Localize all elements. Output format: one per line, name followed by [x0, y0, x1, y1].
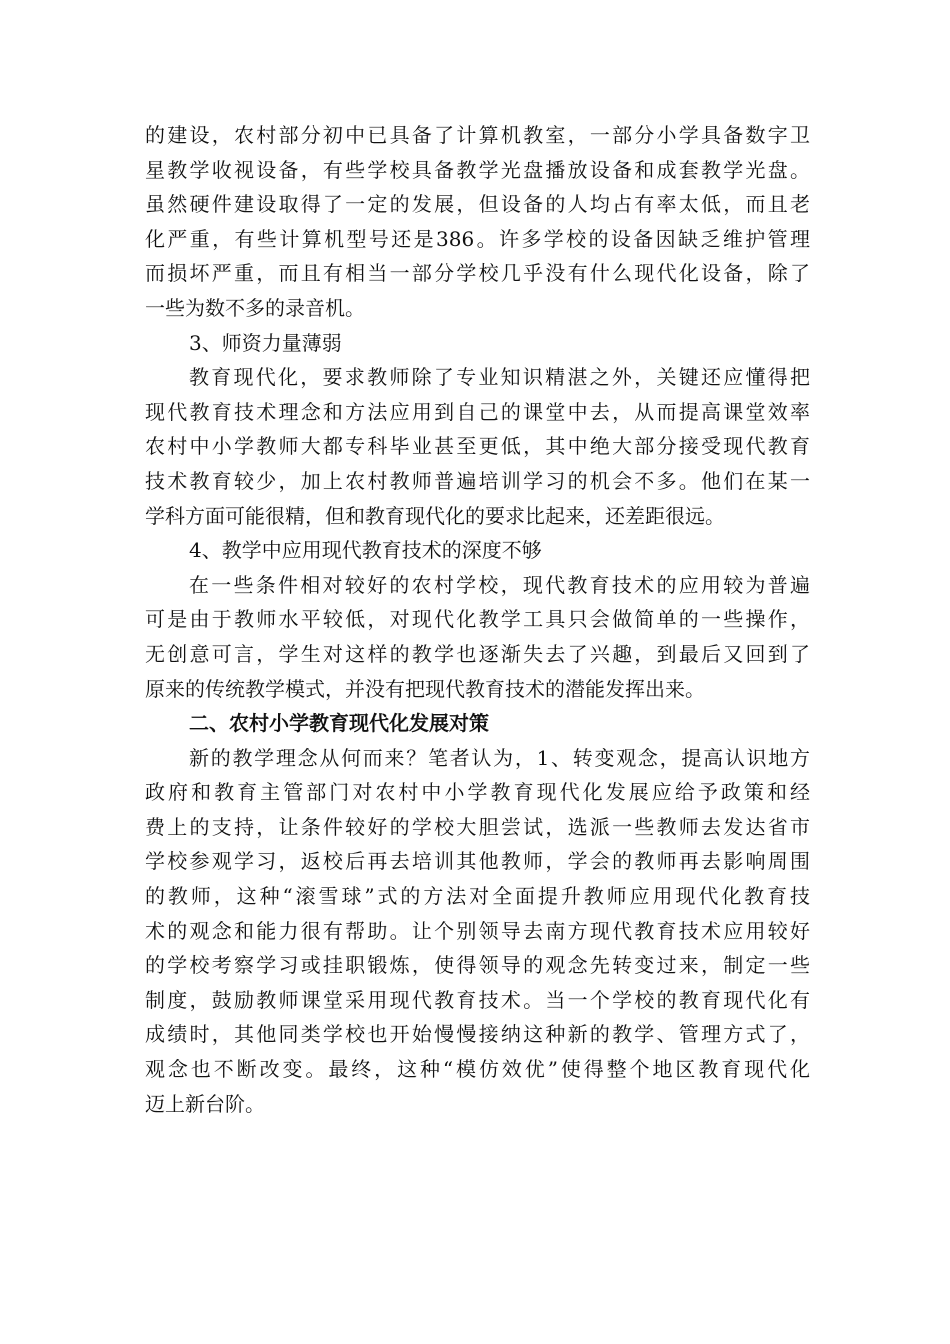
text-line: 的学校考察学习或挂职锻炼，使得领导的观念先转变过来，制定一些 [145, 953, 810, 978]
text-line: 无创意可言，学生对这样的教学也逐渐失去了兴趣，到最后又回到了 [145, 641, 810, 666]
text-line: 化严重，有些计算机型号还是386。许多学校的设备因缺乏维护管理 [145, 226, 810, 251]
text-line: 星教学收视设备，有些学校具备教学光盘播放设备和成套教学光盘。 [145, 157, 810, 182]
text-line: 制度，鼓励教师课堂采用现代教育技术。当一个学校的教育现代化有 [145, 987, 810, 1012]
text-line: 费上的支持，让条件较好的学校大胆尝试，选派一些教师去发达省市 [145, 814, 810, 839]
text-line: 术的观念和能力很有帮助。让个别领导去南方现代教育技术应用较好 [145, 918, 810, 943]
text-line: 迈上新台阶。 [145, 1091, 265, 1116]
text-line: 在一些条件相对较好的农村学校，现代教育技术的应用较为普遍 [189, 572, 810, 597]
text-line: 成绩时，其他同类学校也开始慢慢接纳这种新的教学、管理方式了， [145, 1022, 810, 1047]
text-line: 学科方面可能很精，但和教育现代化的要求比起来，还差距很远。 [145, 503, 725, 528]
text-line: 原来的传统教学模式，并没有把现代教育技术的潜能发挥出来。 [145, 676, 705, 701]
text-line: 3、师资力量薄弱 [189, 330, 342, 355]
text-line: 教育现代化，要求教师除了专业知识精湛之外，关键还应懂得把 [189, 365, 810, 390]
text-line: 农村中小学教师大都专科毕业甚至更低，其中绝大部分接受现代教育 [145, 434, 810, 459]
section-heading: 二、农村小学教育现代化发展对策 [189, 711, 489, 736]
text-line: 新的教学理念从何而来？笔者认为，1、转变观念，提高认识地方 [189, 745, 810, 770]
text-line: 观念也不断改变。最终，这种“模仿效优”使得整个地区教育现代化 [145, 1057, 810, 1082]
text-line: 政府和教育主管部门对农村中小学教育现代化发展应给予政策和经 [145, 780, 810, 805]
text-line: 的教师，这种“滚雪球”式的方法对全面提升教师应用现代化教育技 [145, 884, 810, 909]
text-line: 而损坏严重，而且有相当一部分学校几乎没有什么现代化设备，除了 [145, 261, 810, 286]
text-line: 可是由于教师水平较低，对现代化教学工具只会做简单的一些操作， [145, 607, 810, 632]
text-line: 的建设，农村部分初中已具备了计算机教室，一部分小学具备数字卫 [145, 123, 810, 147]
text-line: 现代教育技术理念和方法应用到自己的课堂中去，从而提高课堂效率 [145, 399, 810, 424]
text-line: 学校参观学习，返校后再去培训其他教师，学会的教师再去影响周围 [145, 849, 810, 874]
document-body [145, 118, 810, 1121]
text-line: 4、教学中应用现代教育技术的深度不够 [189, 538, 542, 563]
text-line: 一些为数不多的录音机。 [145, 295, 365, 320]
text-line: 技术教育较少，加上农村教师普遍培训学习的机会不多。他们在某一 [145, 468, 810, 493]
text-line: 虽然硬件建设取得了一定的发展，但设备的人均占有率太低，而且老 [145, 192, 810, 217]
